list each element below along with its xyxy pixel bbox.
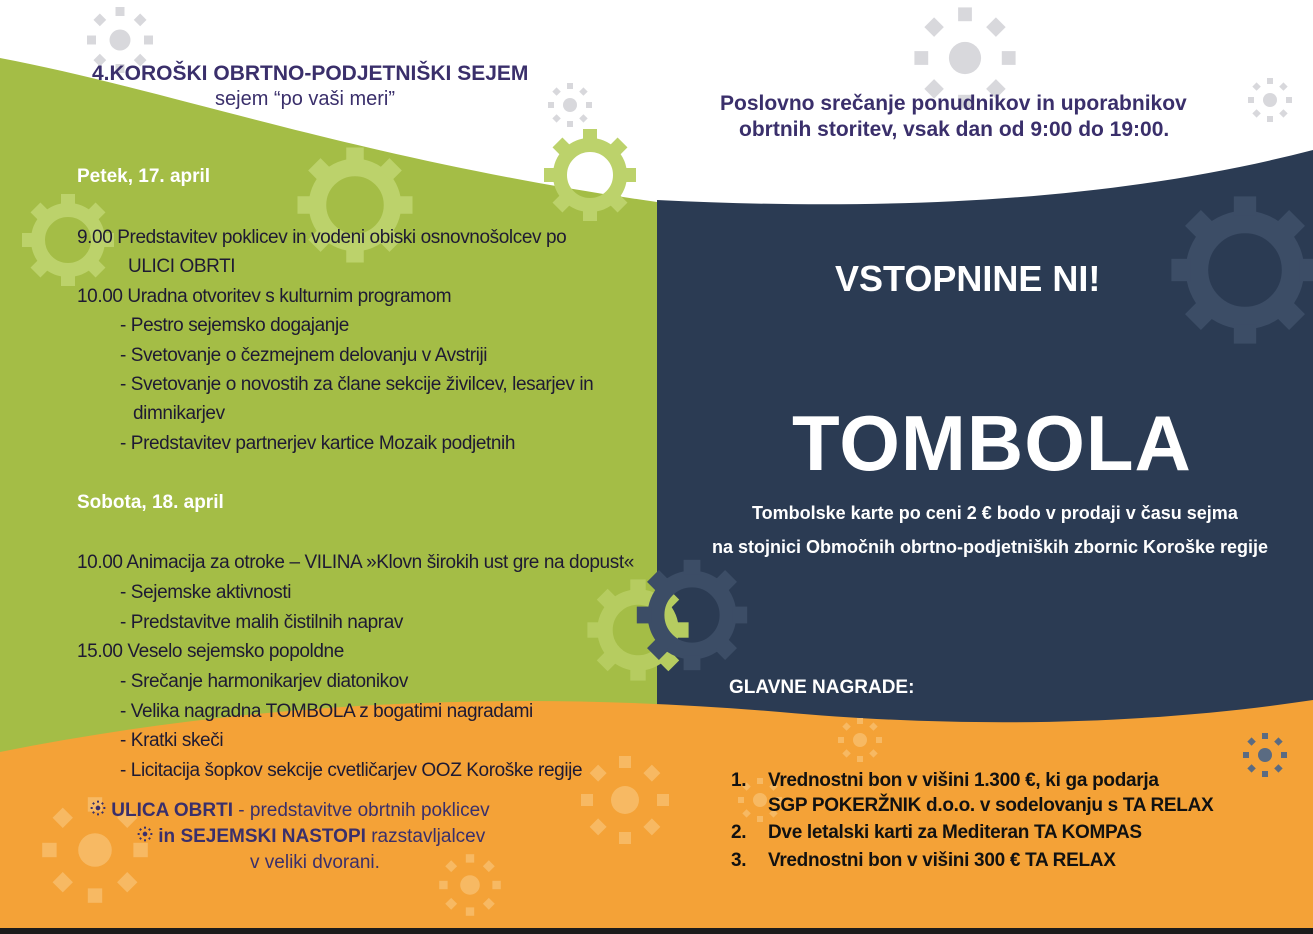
program-line: 15.00 Veselo sejemsko popoldne — [77, 641, 344, 662]
meeting-info-line1: Poslovno srečanje ponudnikov in uporabnikov — [720, 92, 1187, 115]
program-line: 10.00 Uradna otvoritev s kulturnim programom — [77, 286, 452, 307]
prize-text: Vrednostni bon v višini 1.300 €, ki ga podarja — [768, 770, 1159, 791]
street-line1 — [90, 800, 490, 822]
street-highlight: in SEJEMSKI NASTOPI — [158, 826, 366, 847]
prize-number: 3. — [731, 850, 747, 871]
program-line: dimnikarjev — [133, 403, 225, 424]
street-highlight: ULICA OBRTI — [111, 800, 234, 821]
program-line: - Predstavitev partnerjev kartice Mozaik podjetnih — [120, 433, 516, 454]
saturday-title: Sobota, 18. april — [77, 492, 224, 513]
fair-title: 4.KOROŠKI OBRTNO-PODJETNIŠKI SEJEM — [92, 62, 529, 85]
tickets-line1: Tombolske karte po ceni 2 € bodo v prodaji v času sejma — [752, 503, 1238, 523]
program-line: ULICI OBRTI — [128, 256, 236, 277]
program-line: 9.00 Predstavitev poklicev in vodeni obiski osnovnošolcev po — [77, 227, 567, 248]
program-line: - Svetovanje o čezmejnem delovanju v Avstriji — [120, 345, 488, 366]
program-line: - Kratki skeči — [120, 730, 224, 751]
bottom-border — [0, 928, 1313, 934]
prize-number: 1. — [731, 770, 747, 791]
prizes-title: GLAVNE NAGRADE: — [729, 677, 915, 698]
entry-notice: VSTOPNINE NI! — [835, 258, 1101, 299]
program-line: - Svetovanje o novostih za člane sekcije živilcev, lesarjev in — [120, 374, 594, 395]
program-line: - Sejemske aktivnosti — [120, 582, 292, 603]
prize-text: Dve letalski karti za Mediteran TA KOMPAS — [768, 822, 1142, 843]
friday-title: Petek, 17. april — [77, 166, 211, 187]
street-text: - predstavitve obrtnih poklicev — [233, 800, 490, 821]
street-line2 — [137, 826, 485, 848]
gear-icon — [137, 826, 153, 842]
fair-subtitle: sejem “po vaši meri” — [215, 88, 396, 110]
program-line: - Pestro sejemsko dogajanje — [120, 315, 349, 336]
program-line: - Srečanje harmonikarjev diatonikov — [120, 671, 409, 692]
prize-number: 2. — [731, 822, 747, 843]
gear-icon — [90, 800, 106, 816]
street-text: razstavljalcev — [365, 826, 486, 847]
tombola-title: TOMBOLA — [792, 399, 1192, 487]
street-line3: v veliki dvorani. — [250, 852, 380, 873]
program-line: - Velika nagradna TOMBOLA z bogatimi nagradami — [120, 701, 533, 722]
meeting-info-line2: obrtnih storitev, vsak dan od 9:00 do 19:00. — [739, 118, 1170, 141]
tickets-line2: na stojnici Območnih obrtno-podjetniških zbornic Koroške regije — [712, 537, 1269, 557]
program-line: 10.00 Animacija za otroke – VILINA »Klovn širokih ust gre na dopust« — [77, 552, 634, 573]
prize-text: SGP POKERŽNIK d.o.o. v sodelovanju s TA RELAX — [768, 795, 1214, 816]
program-line: - Licitacija šopkov sekcije cvetličarjev OOZ Koroške regije — [120, 760, 583, 781]
prize-text: Vrednostni bon v višini 300 € TA RELAX — [768, 850, 1116, 871]
program-line: - Predstavitve malih čistilnih naprav — [120, 612, 403, 633]
